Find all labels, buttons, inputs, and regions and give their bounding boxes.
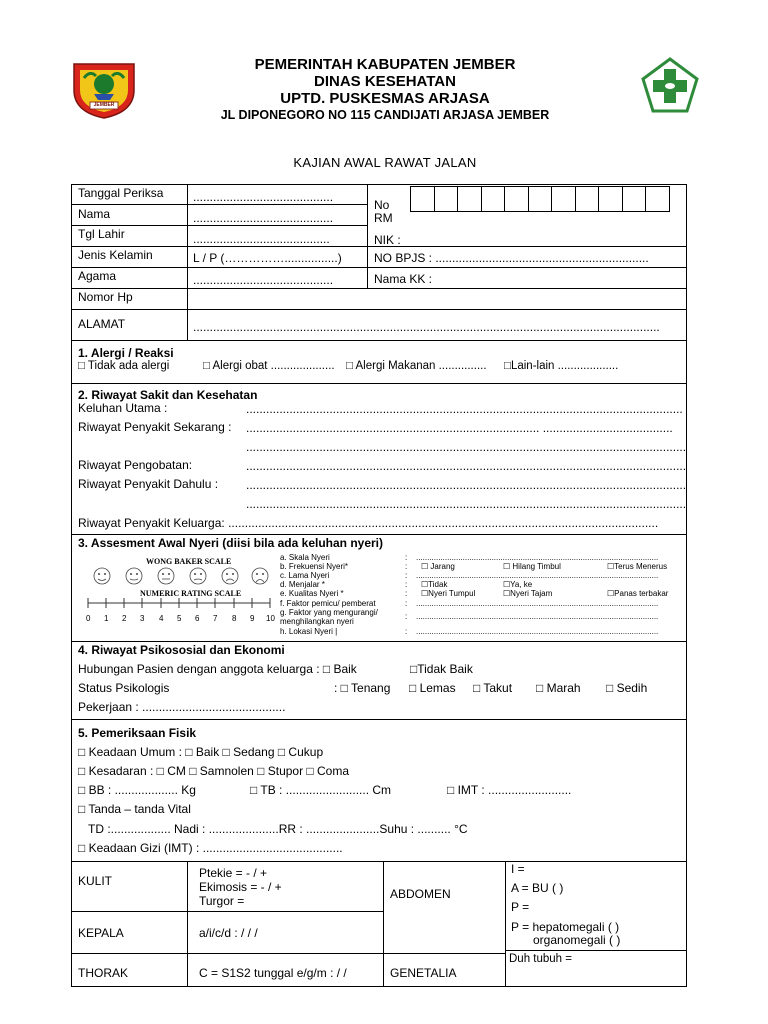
checkbox-ya-ke[interactable]: ☐Ya, ke xyxy=(503,580,533,589)
numeric-rating-title: NUMERIC RATING SCALE xyxy=(140,589,242,598)
district-seal-logo xyxy=(70,60,138,120)
pain-dots-lokasi[interactable]: ............................................................................................................. xyxy=(416,627,659,636)
pain-item-mengurangi: g. Faktor yang mengurangi/ xyxy=(280,608,378,617)
label-status-psikologis: Status Psikologis xyxy=(78,681,170,695)
label-tanda-vital: □ Tanda – tanda Vital xyxy=(78,802,191,816)
checkbox-terus-menerus[interactable]: ☐Terus Menerus xyxy=(607,562,668,571)
checkbox-lain-lain[interactable]: □Lain-lain ................... xyxy=(504,360,619,372)
label-ya-ke: Ya, ke xyxy=(510,580,533,589)
scale-number: 8 xyxy=(232,614,237,623)
field-hubungan-keluarga[interactable]: Hubungan Pasien dengan anggota keluarga : □ Baik xyxy=(78,662,357,676)
scale-number: 9 xyxy=(250,614,255,623)
field-alamat[interactable]: ............................................................................................................................................ xyxy=(193,320,660,334)
scale-number: 5 xyxy=(177,614,182,623)
label-kepala: KEPALA xyxy=(78,926,124,940)
checkbox-hilang-timbul[interactable]: ☐ Hilang Timbul xyxy=(503,562,561,571)
checkbox-alergi-obat[interactable]: □ Alergi obat .................... xyxy=(203,360,335,372)
seal-text: JEMBER xyxy=(93,102,115,108)
field-riwayat-dahulu[interactable]: .................................................................................................................................... xyxy=(246,478,687,492)
field-no-bpjs[interactable]: NO BPJS : ................................................................ xyxy=(374,251,649,265)
field-palpasi[interactable]: P = xyxy=(511,900,530,914)
field-imt[interactable]: □ IMT : ......................... xyxy=(447,783,572,797)
label-kulit: KULIT xyxy=(78,874,113,888)
checkbox-tidak[interactable]: ☐Tidak xyxy=(421,580,448,589)
label-no: No xyxy=(374,198,390,212)
label-riwayat-pengobatan: Riwayat Pengobatan: xyxy=(78,458,193,472)
checkbox-marah[interactable]: □ Marah xyxy=(536,681,581,695)
field-auskultasi[interactable]: A = BU ( ) xyxy=(511,881,564,895)
section-5-title: 5. Pemeriksaan Fisik xyxy=(78,726,197,740)
field-nama[interactable]: .......................................... xyxy=(193,211,334,225)
pain-colon: : xyxy=(405,612,408,621)
numeric-rating-scale xyxy=(84,596,274,610)
rm-number-boxes[interactable] xyxy=(410,186,670,212)
label-nik: NIK : xyxy=(374,233,401,247)
pain-item-pemicu: f. Faktor pemicu/ pemberat xyxy=(280,599,376,608)
pain-item-kualitas: e. Kualitas Nyeri * xyxy=(280,589,344,598)
checkbox-lemas[interactable]: □ Lemas xyxy=(409,681,456,695)
field-keadaan-gizi[interactable]: □ Keadaan Gizi (IMT) : .......................................... xyxy=(78,841,343,855)
pain-item-skala: a. Skala Nyeri xyxy=(280,553,330,562)
pain-item-mengurangi-2: menghilangkan nyeri xyxy=(280,617,354,626)
field-ekimosis[interactable]: Ekimosis = - / + xyxy=(199,880,282,894)
checkbox-tidak-ada-alergi[interactable]: □ Tidak ada alergi xyxy=(78,360,170,372)
pain-colon: : xyxy=(405,589,408,598)
pain-dots-lama[interactable]: ............................................................................................................. xyxy=(416,571,659,580)
header-line-government: PEMERINTAH KABUPATEN JEMBER xyxy=(254,56,516,73)
header-line-address: JL DIPONEGORO NO 115 CANDIJATI ARJASA JEMBER xyxy=(220,108,550,122)
checkbox-takut[interactable]: □ Takut xyxy=(473,681,513,695)
pain-colon: : xyxy=(405,627,408,636)
field-tb[interactable]: □ TB : ......................... Cm xyxy=(250,783,392,797)
pain-item-lama: c. Lama Nyeri xyxy=(280,571,330,580)
label-tidak: Tidak xyxy=(428,580,448,589)
pain-item-lokasi: h. Lokasi Nyeri | xyxy=(280,627,338,636)
pain-dots-skala[interactable]: ............................................................................................................. xyxy=(416,553,659,562)
scale-number: 3 xyxy=(140,614,145,623)
wong-baker-faces xyxy=(90,566,270,586)
label-panas-terbakar: Panas terbakar xyxy=(614,589,669,598)
pain-colon: : xyxy=(405,562,408,571)
field-jenis-kelamin[interactable]: L / P (……………................) xyxy=(193,251,342,265)
label-nomor-hp: Nomor Hp xyxy=(78,290,133,304)
field-riwayat-pengobatan[interactable]: .................................................................................................................................... xyxy=(246,459,687,473)
field-tgl-lahir[interactable]: ......................................... xyxy=(193,232,330,246)
field-riwayat-dahulu-2[interactable]: .................................................................................................................................... xyxy=(246,497,687,511)
field-pekerjaan[interactable]: Pekerjaan : ........................................... xyxy=(78,700,286,714)
field-agama[interactable]: .......................................... xyxy=(193,273,334,287)
label-nama: Nama xyxy=(78,207,111,221)
section-1-title: 1. Alergi / Reaksi xyxy=(78,346,174,360)
checkbox-nyeri-tajam[interactable]: ☐Nyeri Tajam xyxy=(503,589,553,598)
label-nyeri-tumpul: Nyeri Tumpul xyxy=(428,589,476,598)
field-organomegali[interactable]: organomegali ( ) xyxy=(533,933,621,947)
scale-number: 4 xyxy=(159,614,164,623)
form-title: KAJIAN AWAL RAWAT JALAN xyxy=(293,155,477,170)
label-terus-menerus: Terus Menerus xyxy=(614,562,668,571)
checkbox-tidak-baik[interactable]: □Tidak Baik xyxy=(410,662,473,676)
field-riwayat-keluarga[interactable]: Riwayat Penyakit Keluarga: ................................................................................................................................. xyxy=(78,516,659,530)
label-tgl-lahir: Tgl Lahir xyxy=(78,227,125,241)
puskesmas-logo xyxy=(640,57,700,114)
field-hepatomegali[interactable]: P = hepatomegali ( ) xyxy=(511,920,620,934)
field-tanggal-periksa[interactable]: .......................................... xyxy=(193,190,334,204)
field-kesadaran[interactable]: □ Kesadaran : □ CM □ Samnolen □ Stupor □ Coma xyxy=(78,764,350,778)
pain-colon: : xyxy=(405,599,408,608)
pain-dots-mengurangi[interactable]: ............................................................................................................. xyxy=(416,612,659,621)
field-cor[interactable]: C = S1S2 tunggal e/g/m : / / xyxy=(199,966,347,980)
label-jarang: Jarang xyxy=(430,562,455,571)
label-agama: Agama xyxy=(78,269,117,283)
pain-dots-pemicu[interactable]: ............................................................................................................. xyxy=(416,599,659,608)
field-riwayat-sekarang-2[interactable]: .................................................................................................................................... xyxy=(246,440,687,454)
checkbox-sedih[interactable]: □ Sedih xyxy=(606,681,648,695)
checkbox-nyeri-tumpul[interactable]: ☐Nyeri Tumpul xyxy=(421,589,476,598)
field-riwayat-sekarang[interactable]: ........................................................................................ ....................................... xyxy=(246,421,673,435)
label-alamat: ALAMAT xyxy=(78,317,126,331)
label-jenis-kelamin: Jenis Kelamin xyxy=(78,248,153,262)
label-nyeri-tajam: Nyeri Tajam xyxy=(510,589,553,598)
scale-number: 7 xyxy=(213,614,218,623)
checkbox-alergi-makanan[interactable]: □ Alergi Makanan ............... xyxy=(346,360,487,372)
label-keluhan-utama: Keluhan Utama : xyxy=(78,401,168,415)
label-nama-kk: Nama KK : xyxy=(374,272,433,286)
field-aicd[interactable]: a/i/c/d : / / / xyxy=(199,926,258,940)
header-line-dinas: DINAS KESEHATAN xyxy=(314,73,456,90)
header-line-puskesmas: UPTD. PUSKESMAS ARJASA xyxy=(280,90,490,107)
checkbox-panas-terbakar[interactable]: ☐Panas terbakar xyxy=(607,589,669,598)
label-hilang-timbul: Hilang Timbul xyxy=(512,562,561,571)
field-keluhan-utama[interactable]: ................................................................................................................................... xyxy=(246,402,683,416)
checkbox-jarang[interactable]: ☐ Jarang xyxy=(421,562,455,571)
pain-colon: : xyxy=(405,571,408,580)
label-riwayat-dahulu: Riwayat Penyakit Dahulu : xyxy=(78,477,219,491)
section-3-title: 3. Assesment Awal Nyeri (diisi bila ada keluhan nyeri) xyxy=(78,536,384,550)
pain-item-frekuensi: b. Frekuensi Nyeri* xyxy=(280,562,349,571)
label-genetalia: GENETALIA xyxy=(390,966,457,980)
scale-number: 10 xyxy=(266,614,275,623)
scale-number: 1 xyxy=(104,614,109,623)
scale-number: 0 xyxy=(86,614,91,623)
scale-number: 2 xyxy=(122,614,127,623)
field-duh-tubuh[interactable]: Duh tubuh = xyxy=(509,953,572,965)
section-2-title: 2. Riwayat Sakit dan Kesehatan xyxy=(78,388,258,402)
scale-number: 6 xyxy=(195,614,200,623)
section-4-title: 4. Riwayat Psikososial dan Ekonomi xyxy=(78,643,285,657)
label-rm: RM xyxy=(374,211,393,225)
label-tanggal-periksa: Tanggal Periksa xyxy=(78,186,164,200)
field-turgor[interactable]: Turgor = xyxy=(199,894,245,908)
pain-colon: : xyxy=(405,580,408,589)
wong-baker-title: WONG BAKER SCALE xyxy=(146,557,232,566)
field-keadaan-umum[interactable]: □ Keadaan Umum : □ Baik □ Sedang □ Cukup xyxy=(78,745,324,759)
field-bb[interactable]: □ BB : ................... Kg xyxy=(78,783,196,797)
label-riwayat-sekarang: Riwayat Penyakit Sekarang : xyxy=(78,420,232,434)
label-abdomen: ABDOMEN xyxy=(390,887,451,901)
field-ptekie[interactable]: Ptekie = - / + xyxy=(199,866,268,880)
pain-item-menjalar: d. Menjalar * xyxy=(280,580,325,589)
label-thorak: THORAK xyxy=(78,966,129,980)
field-inspeksi[interactable]: I = xyxy=(511,862,525,876)
pain-colon: : xyxy=(405,553,408,562)
numeric-scale-labels xyxy=(84,614,278,624)
field-vital-signs[interactable]: TD :.................. Nadi : .....................RR : ......................Suhu : .......... °C xyxy=(88,822,468,836)
checkbox-tenang[interactable]: : □ Tenang xyxy=(334,681,391,695)
